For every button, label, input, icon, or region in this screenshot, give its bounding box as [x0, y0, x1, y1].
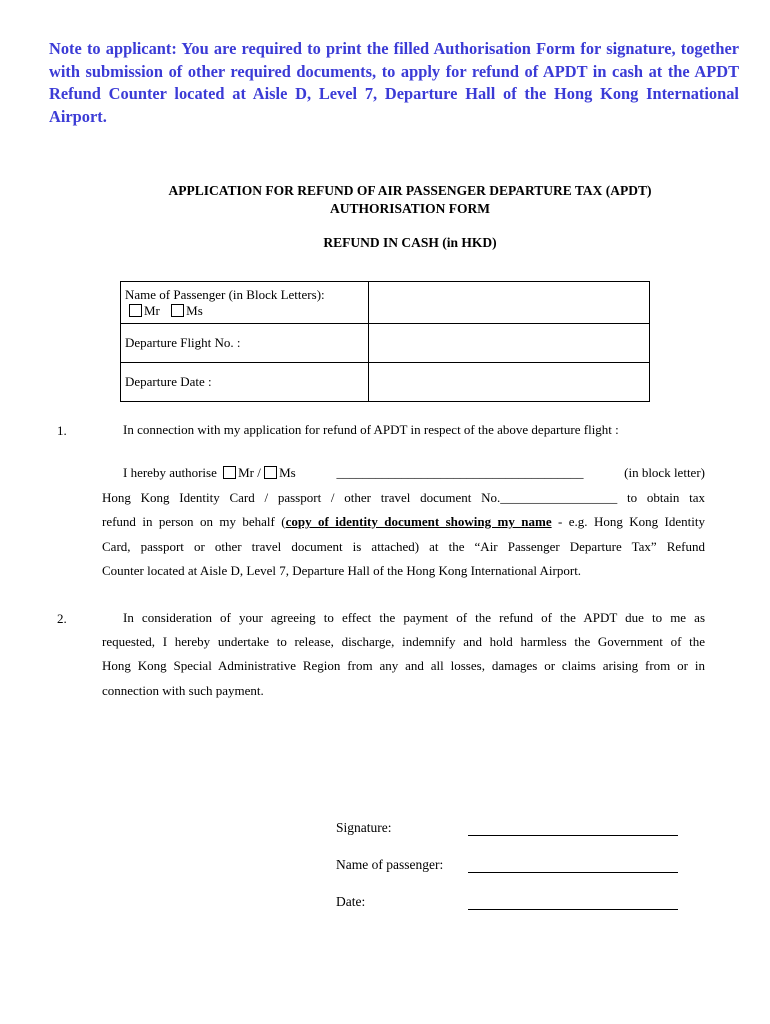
- authorise-line: [123, 461, 705, 486]
- item1-number: 1.: [57, 423, 67, 438]
- passenger-name-field[interactable]: [369, 282, 650, 324]
- table-row: [121, 363, 650, 402]
- item2-line4: connection with such payment.: [102, 683, 264, 698]
- departure-date-field[interactable]: [369, 363, 650, 402]
- item1-line2: Hong Kong Identity Card / passport / other travel document No.__________________ to obtain tax: [102, 490, 705, 505]
- form-title-line2: AUTHORISATION FORM: [330, 201, 490, 216]
- authorise-prefix: I hereby authorise: [123, 465, 217, 480]
- identity-document-note: copy of identity document showing my name: [285, 514, 552, 529]
- passenger-info-table: [120, 281, 650, 402]
- authorise-prefix-group: [123, 461, 296, 486]
- flight-label: Departure Flight No. :: [121, 324, 369, 363]
- authorise-ms-checkbox[interactable]: [264, 466, 277, 479]
- mr-label: Mr: [144, 302, 160, 318]
- item2-number: 2.: [57, 611, 67, 626]
- applicant-note: Note to applicant: You are required to print the filled Authorisation Form for signature, together with submission of other required documents, to apply for refund of APDT in cash at the APDT Refund Counter located at Aisle D, Level 7, Departure Hall of the Hong Kong International Airport.: [49, 39, 739, 126]
- authorise-mr-checkbox[interactable]: [223, 466, 236, 479]
- date-label-signature: Date:: [336, 894, 366, 909]
- item1-line4: Card, passport or other travel document is attached) at the “Air Passenger Departure Tax” Refund: [102, 539, 705, 554]
- date-label: Departure Date :: [121, 363, 369, 402]
- block-letter-note: (in block letter): [624, 465, 705, 480]
- authorise-ms-label: Ms: [279, 465, 296, 480]
- form-title-line1: APPLICATION FOR REFUND OF AIR PASSENGER DEPARTURE TAX (APDT): [168, 183, 652, 198]
- mr-checkbox[interactable]: [129, 304, 142, 317]
- authorise-mr-label: Mr: [238, 465, 254, 480]
- name-label-cell: [121, 282, 369, 324]
- item1-line3-prefix: refund in person on my behalf (: [102, 514, 286, 529]
- item2-line2: requested, I hereby undertake to release, discharge, indemnify and hold harmless the Government of the: [102, 634, 705, 649]
- signature-line[interactable]: [468, 835, 678, 836]
- date-line[interactable]: [468, 909, 678, 910]
- item1-line3-suffix: - e.g. Hong Kong Identity: [551, 514, 705, 529]
- flight-number-field[interactable]: [369, 324, 650, 363]
- authorise-slash: /: [257, 465, 261, 480]
- signature-label: Signature:: [336, 820, 392, 835]
- passenger-name-label: Name of passenger:: [336, 857, 444, 872]
- item1-line5: Counter located at Aisle D, Level 7, Departure Hall of the Hong Kong International Airport.: [102, 563, 582, 578]
- name-label: Name of Passenger (in Block Letters):: [125, 286, 325, 302]
- passenger-name-line[interactable]: [468, 872, 678, 873]
- form-subtitle: REFUND IN CASH (in HKD): [323, 235, 497, 250]
- authorised-name-blank[interactable]: ______________________________________: [336, 465, 584, 480]
- ms-checkbox[interactable]: [171, 304, 184, 317]
- table-row: [121, 324, 650, 363]
- ms-label: Ms: [186, 302, 203, 318]
- table-row: [121, 282, 650, 324]
- item2-line1: In consideration of your agreeing to effect the payment of the refund of the APDT due to me as: [123, 610, 705, 625]
- item2-line3: Hong Kong Special Administrative Region from any and all losses, damages or claims arising from or in: [102, 658, 705, 673]
- item1-intro: In connection with my application for refund of APDT in respect of the above departure flight :: [123, 422, 619, 437]
- item1-line3: [102, 510, 705, 535]
